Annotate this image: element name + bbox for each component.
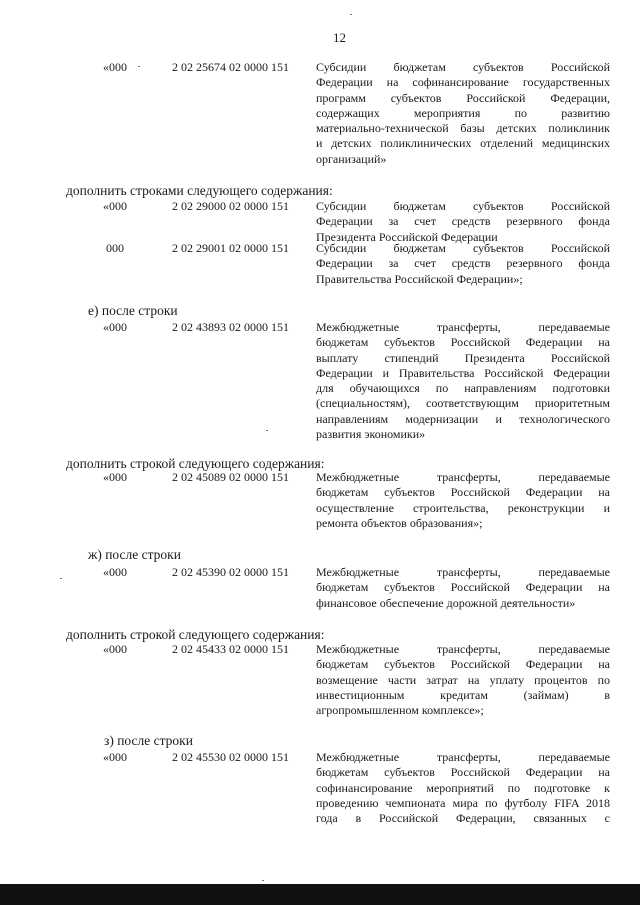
description-line: бюджетам субъектов Российской Федерации на bbox=[316, 485, 610, 500]
row-description bbox=[316, 241, 610, 287]
description-line: материально-технической базы детских поликлиник bbox=[316, 121, 610, 136]
section-heading: дополнить строкой следующего содержания: bbox=[66, 456, 325, 471]
description-line: Федерации на софинансирование государственных bbox=[316, 75, 610, 90]
description-line: года в Российской Федерации, связанных с bbox=[316, 811, 610, 826]
description-line: содержащих мероприятия по развитию bbox=[316, 105, 610, 120]
section-heading: дополнить строкой следующего содержания: bbox=[66, 627, 325, 642]
description-line: Субсидии бюджетам субъектов Российской bbox=[316, 60, 610, 74]
scan-speck bbox=[60, 578, 62, 579]
scan-speck bbox=[266, 430, 268, 431]
description-line: бюджетам субъектов Российской Федерации на bbox=[316, 335, 610, 350]
budget-code: 2 02 45089 02 0000 151 bbox=[172, 470, 289, 484]
description-line: Межбюджетные трансферты, передаваемые bbox=[316, 642, 610, 656]
description-line: направлениям модернизации и технологического bbox=[316, 411, 610, 426]
budget-code: 2 02 29000 02 0000 151 bbox=[172, 199, 289, 213]
description-line: Субсидии бюджетам субъектов Российской bbox=[316, 241, 610, 255]
description-line: софинансирование мероприятий по подготовке к bbox=[316, 780, 610, 795]
scan-speck bbox=[262, 880, 264, 881]
row-description bbox=[316, 60, 610, 167]
description-line: инвестиционным кредитам (займам) в bbox=[316, 687, 610, 702]
budget-code: 2 02 29001 02 0000 151 bbox=[172, 241, 289, 255]
budget-code: 2 02 45530 02 0000 151 bbox=[172, 750, 289, 764]
row-description bbox=[316, 199, 610, 245]
description-line: бюджетам субъектов Российской Федерации на bbox=[316, 580, 610, 595]
code-prefix: «000 bbox=[103, 642, 127, 656]
description-line: программ субъектов Российской Федерации, bbox=[316, 90, 610, 105]
description-line: Межбюджетные трансферты, передаваемые bbox=[316, 565, 610, 579]
description-line: агропромышленном комплексе»; bbox=[316, 703, 484, 718]
code-prefix: «000 bbox=[103, 750, 127, 764]
description-line: организаций» bbox=[316, 151, 387, 166]
description-line: финансовое обеспечение дорожной деятельности» bbox=[316, 595, 576, 610]
row-description bbox=[316, 642, 610, 718]
code-prefix: «000 bbox=[103, 60, 127, 74]
description-line: развития экономики» bbox=[316, 427, 426, 442]
code-prefix: «000 bbox=[103, 320, 127, 334]
description-line: бюджетам субъектов Российской Федерации на bbox=[316, 657, 610, 672]
scan-speck bbox=[350, 14, 352, 15]
description-line: ремонта объектов образования»; bbox=[316, 515, 483, 530]
description-line: Федерации за счет средств резервного фонда bbox=[316, 256, 610, 271]
row-description bbox=[316, 470, 610, 531]
description-line: бюджетам субъектов Российской Федерации на bbox=[316, 765, 610, 780]
description-line: Межбюджетные трансферты, передаваемые bbox=[316, 320, 610, 334]
description-line: проведению чемпионата мира по футболу FIFA 2018 bbox=[316, 795, 610, 810]
row-description bbox=[316, 320, 610, 442]
budget-code: 2 02 45390 02 0000 151 bbox=[172, 565, 289, 579]
description-line: Межбюджетные трансферты, передаваемые bbox=[316, 470, 610, 484]
description-line: (специальностям), соответствующим приоритетным bbox=[316, 396, 610, 411]
section-heading: ж) после строки bbox=[88, 547, 181, 562]
description-line: Президента Российской Федерации bbox=[316, 229, 498, 244]
page-number: 12 bbox=[333, 30, 346, 45]
section-heading: дополнить строками следующего содержания: bbox=[66, 183, 333, 198]
code-prefix: 000 bbox=[106, 241, 124, 255]
description-line: возмещение части затрат на уплату процентов по bbox=[316, 672, 610, 687]
scan-speck bbox=[138, 66, 140, 67]
section-heading: е) после строки bbox=[88, 303, 178, 318]
budget-code: 2 02 43893 02 0000 151 bbox=[172, 320, 289, 334]
description-line: для обучающихся по направлениям подготовки bbox=[316, 381, 610, 396]
description-line: Правительства Российской Федерации»; bbox=[316, 271, 523, 286]
row-description bbox=[316, 565, 610, 611]
code-prefix: «000 bbox=[103, 565, 127, 579]
description-line: и детских поликлинических отделений медицинских bbox=[316, 136, 610, 151]
scan-edge-bar bbox=[0, 884, 640, 905]
description-line: Федерации и Правительства Российской Федерации bbox=[316, 365, 610, 380]
description-line: Межбюджетные трансферты, передаваемые bbox=[316, 750, 610, 764]
description-line: Субсидии бюджетам субъектов Российской bbox=[316, 199, 610, 213]
budget-code: 2 02 45433 02 0000 151 bbox=[172, 642, 289, 656]
description-line: осуществление строительства, реконструкции и bbox=[316, 500, 610, 515]
description-line: выплату стипендий Президента Российской bbox=[316, 350, 610, 365]
description-line: Федерации за счет средств резервного фонда bbox=[316, 214, 610, 229]
row-description bbox=[316, 750, 610, 826]
budget-code: 2 02 25674 02 0000 151 bbox=[172, 60, 289, 74]
code-prefix: «000 bbox=[103, 199, 127, 213]
code-prefix: «000 bbox=[103, 470, 127, 484]
section-heading: з) после строки bbox=[104, 733, 193, 748]
